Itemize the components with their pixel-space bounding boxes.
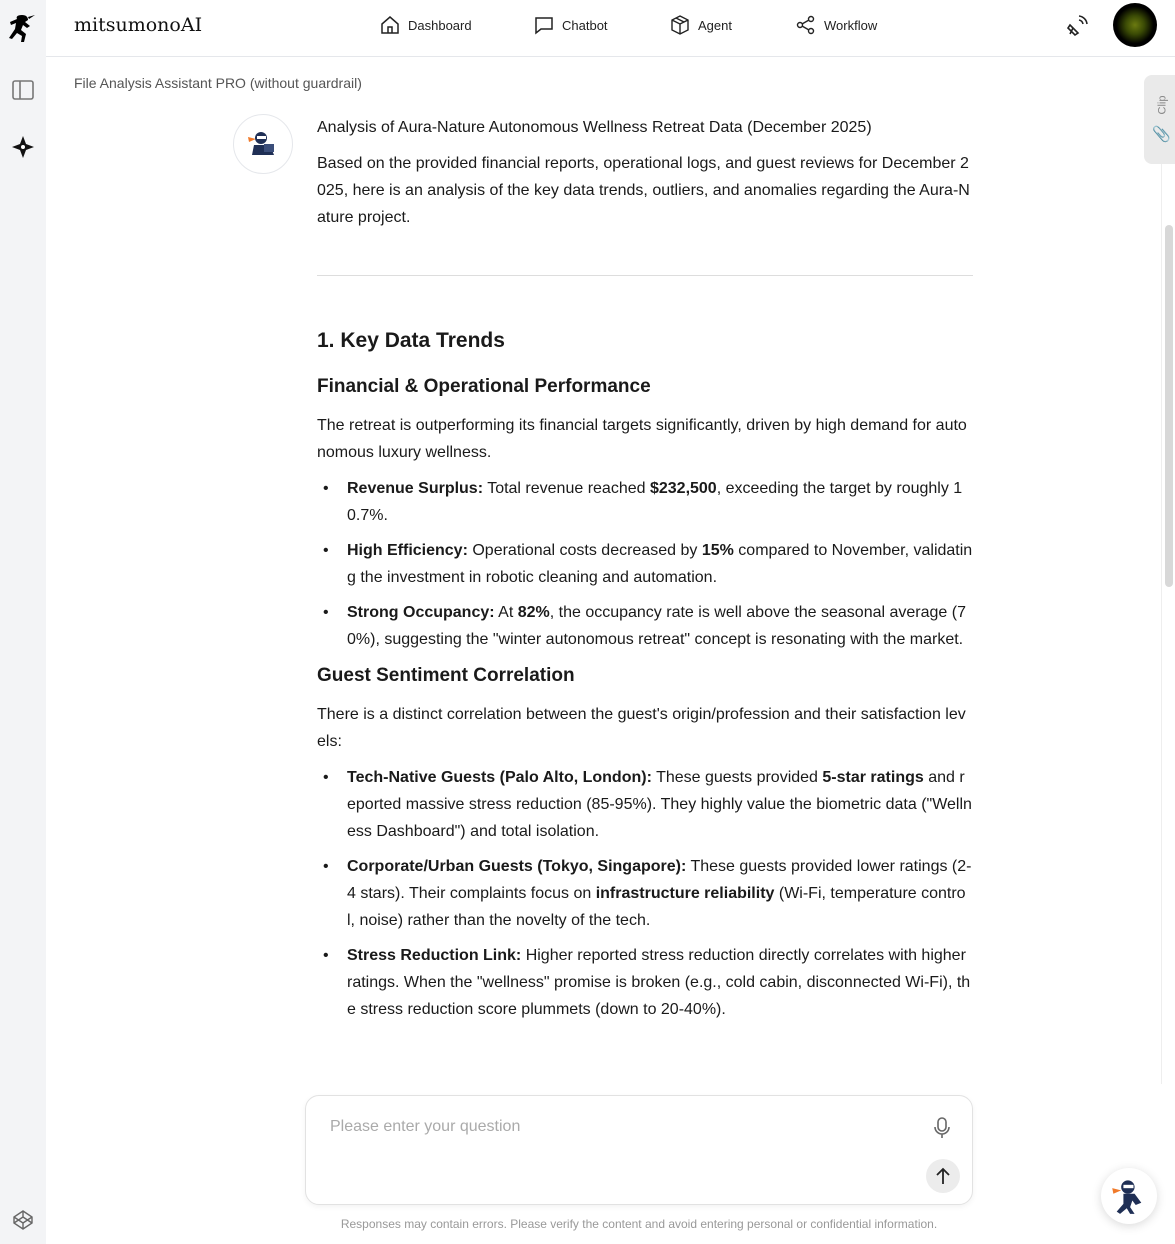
sparkle-icon[interactable] <box>8 132 38 162</box>
nav-label: Dashboard <box>408 17 472 33</box>
cube-icon <box>670 15 690 35</box>
chat-icon <box>534 15 554 35</box>
bold-text: 82% <box>517 604 550 621</box>
send-button[interactable] <box>926 1159 960 1193</box>
share-icon <box>796 15 816 35</box>
bold-text: infrastructure reliability <box>595 885 775 902</box>
bold-text: Strong Occupancy: <box>347 604 495 621</box>
bold-text: Revenue Surplus: <box>347 480 484 497</box>
bold-text: Tech-Native Guests (Palo Alto, London): <box>347 769 652 786</box>
bold-text: $232,500 <box>649 480 717 497</box>
text: (Wi-Fi, temperature control, noise) rather than the novelty of the tech. <box>347 885 966 929</box>
list-item <box>317 475 973 529</box>
bold-text: 15% <box>701 542 734 559</box>
section-heading: 1. Key Data Trends <box>317 329 505 352</box>
message-title: Analysis of Aura-Nature Autonomous Wellness Retreat Data (December 2025) <box>317 119 872 136</box>
bold-text: Corporate/Urban Guests (Tokyo, Singapore): <box>347 858 687 875</box>
nav-label: Chatbot <box>562 17 608 33</box>
user-avatar[interactable] <box>1113 3 1157 47</box>
list-item <box>317 942 973 1023</box>
satellite-icon[interactable] <box>1065 14 1089 43</box>
bold-text: High Efficiency: <box>347 542 468 559</box>
bullet-list <box>317 475 973 653</box>
message-intro: Based on the provided financial reports, operational logs, and guest reviews for December 2025, here is an analysis of the key data trends, outliers, and anomalies regarding the Aura-Nature project. <box>317 155 970 226</box>
scrollbar-thumb[interactable] <box>1165 225 1173 587</box>
bullet-list <box>317 764 973 1023</box>
text: and reported massive stress reduction (85-95%). They highly value the biometric data ("Wellness Dashboard") and total isolation. <box>347 769 972 840</box>
list-item <box>317 537 973 591</box>
disclaimer: Responses may contain errors. Please verify the content and avoid entering personal or confidential information. <box>340 1217 938 1231</box>
text: These guests provided <box>651 769 823 786</box>
text: Total revenue reached <box>483 480 650 497</box>
nav-label: Workflow <box>824 17 878 33</box>
codepen-icon[interactable] <box>8 1205 38 1235</box>
paperclip-icon: 📎 <box>1152 126 1171 143</box>
divider <box>317 275 973 276</box>
text: Operational costs decreased by <box>467 542 702 559</box>
arrow-up-icon <box>935 1167 951 1185</box>
microphone-icon[interactable] <box>932 1116 952 1145</box>
brand-name: mitsumonoAI <box>74 14 203 36</box>
bold-text: Stress Reduction Link: <box>347 947 522 964</box>
text: At <box>494 604 518 621</box>
text: , the occupancy rate is well above the seasonal average (70%), suggesting the "winter autonomous retreat" concept is resonating with the market. <box>347 604 966 648</box>
top-bar <box>46 0 1175 57</box>
nav-dashboard[interactable] <box>380 15 472 35</box>
bold-text: 5-star ratings <box>822 769 924 786</box>
text: , exceeding the target by roughly 10.7%. <box>347 480 963 524</box>
sidebar-toggle-icon[interactable] <box>8 75 38 105</box>
subsection-heading: Guest Sentiment Correlation <box>317 665 575 686</box>
clip-label: Clip <box>1156 95 1169 115</box>
paragraph: The retreat is outperforming its financial targets significantly, driven by high demand for autonomous luxury wellness. <box>317 417 967 461</box>
paragraph: There is a distinct correlation between the guest's origin/profession and their satisfaction levels: <box>317 706 966 750</box>
list-item <box>317 764 973 845</box>
left-rail <box>0 0 46 1244</box>
assistant-message <box>317 114 973 1031</box>
assistant-name: File Analysis Assistant PRO (without guardrail) <box>74 75 362 91</box>
subsection-heading: Financial & Operational Performance <box>317 376 651 397</box>
ninja-logo-icon[interactable] <box>8 14 38 44</box>
nav-workflow[interactable] <box>796 15 877 35</box>
list-item <box>317 853 973 934</box>
question-box <box>305 1095 973 1205</box>
clip-tab[interactable] <box>1144 75 1175 164</box>
assistant-fab-button[interactable] <box>1101 1168 1157 1224</box>
list-item <box>317 599 973 653</box>
text: compared to November, validating the investment in robotic cleaning and automation. <box>347 542 973 586</box>
text: Higher reported stress reduction directly correlates with higher ratings. When the "wellness" promise is broken (e.g., cold cabin, disconnected Wi-Fi), the stress reduction score plummets (down to 20-40%). <box>347 947 971 1018</box>
nav-agent[interactable] <box>670 15 732 35</box>
bot-avatar <box>233 114 293 174</box>
nav-label: Agent <box>698 17 732 33</box>
ninja-icon <box>1110 1177 1148 1215</box>
question-input[interactable] <box>330 1118 910 1136</box>
nav-chatbot[interactable] <box>534 15 608 35</box>
text: These guests provided lower ratings (2-4 stars). Their complaints focus on <box>347 858 972 902</box>
home-icon <box>380 15 400 35</box>
